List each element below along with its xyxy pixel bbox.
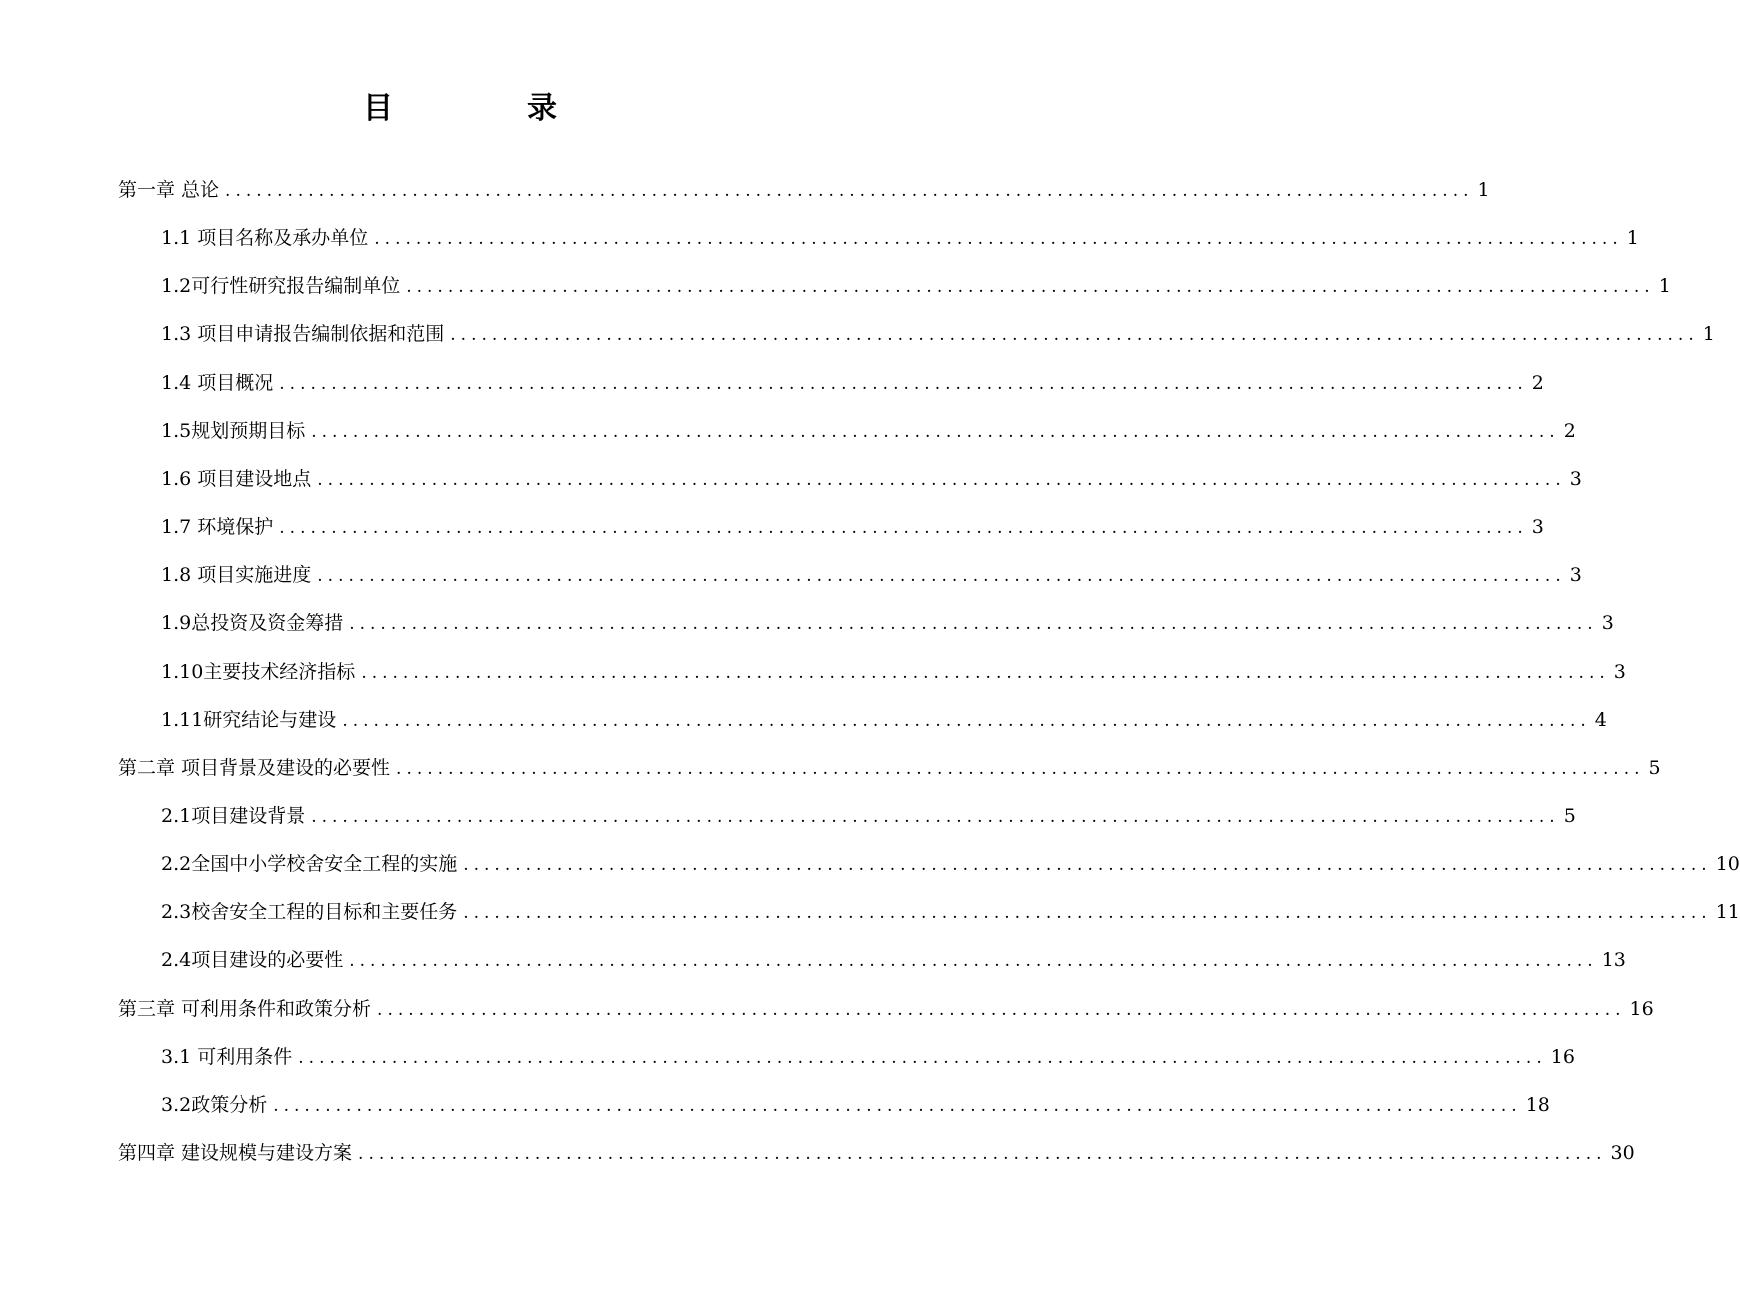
toc-entry-page-number: 16 [1550,1045,1575,1068]
toc-entry-label: 第四章 建设规模与建设方案 [118,1142,353,1164]
dot-leader: ........................................................................................................................ [317,566,1566,587]
toc-entry[interactable] [161,792,1576,840]
toc-entry-page-number: 11 [1715,901,1740,924]
toc-entry[interactable] [161,455,1582,503]
dot-leader: ........................................................................................................................ [311,806,1560,827]
toc-entry-page-number: 16 [1629,997,1654,1020]
toc-entry-label: 2.1项目建设背景 [161,804,306,827]
toc-entry-label: 1.6 项目建设地点 [161,467,312,490]
toc-entry-page-number: 5 [1648,756,1661,779]
toc-entry-page-number: 5 [1563,804,1576,827]
toc-entry-label: 1.9总投资及资金筹措 [161,612,344,635]
toc-entry-page-number: 13 [1601,949,1626,972]
toc-entry-label: 3.2政策分析 [161,1093,268,1116]
toc-entry-page-number: 1 [1626,227,1639,250]
toc-entry-label: 3.1 可利用条件 [161,1045,293,1068]
page-title: 目 录 [363,91,609,126]
toc-entry-page-number: 3 [1569,467,1582,490]
toc-entry[interactable] [118,1129,1635,1177]
toc-entry[interactable] [161,310,1715,358]
toc-entry[interactable] [161,214,1639,262]
toc-entry[interactable] [118,744,1661,792]
dot-leader: ........................................................................................................................ [358,1144,1607,1164]
toc-entry[interactable] [161,1081,1550,1129]
dot-leader: ........................................................................................................................ [298,1047,1547,1068]
toc-entry-label: 1.2可行性研究报告编制单位 [161,275,401,298]
toc-entry-label: 1.8 项目实施进度 [161,564,312,587]
dot-leader: ........................................................................................................................ [377,999,1626,1020]
toc-entry-label: 1.11研究结论与建设 [161,708,337,731]
toc-entry-label: 2.4项目建设的必要性 [161,949,344,972]
dot-leader: ........................................................................................................................ [349,614,1598,635]
toc-entry-label: 2.3校舍安全工程的目标和主要任务 [161,901,458,924]
toc-entry[interactable] [161,551,1582,599]
dot-leader: ........................................................................................................................ [450,325,1699,346]
toc-entry-label: 第二章 项目背景及建设的必要性 [118,756,391,779]
toc-entry-page-number: 30 [1610,1142,1635,1164]
toc-entry[interactable] [118,985,1654,1033]
toc-entry[interactable] [161,888,1740,936]
toc-entry[interactable] [161,262,1671,310]
toc-entry[interactable] [161,936,1626,984]
dot-leader: ........................................................................................................................ [317,469,1566,490]
toc-entry-page-number: 2 [1531,371,1544,394]
toc-entry-page-number: 3 [1569,564,1582,587]
dot-leader: ........................................................................................................................ [349,951,1598,972]
toc-entry-page-number: 1 [1477,179,1490,201]
toc-entry-page-number: 1 [1702,323,1715,346]
toc-entry-page-number: 3 [1601,612,1614,635]
dot-leader: ........................................................................................................................ [361,662,1610,683]
toc-entry-page-number: 10 [1715,853,1740,876]
toc-entry-page-number: 3 [1613,660,1626,683]
dot-leader: ........................................................................................................................ [406,277,1655,298]
dot-leader: ........................................................................................................................ [279,518,1528,539]
toc-entry-label: 2.2全国中小学校舍安全工程的实施 [161,853,458,876]
toc-entry-page-number: 18 [1525,1093,1550,1116]
toc-entry-label: 1.3 项目申请报告编制依据和范围 [161,323,445,346]
toc-entry[interactable] [118,166,1490,214]
toc-entry-label: 1.1 项目名称及承办单位 [161,227,369,250]
toc-entry[interactable] [161,696,1607,744]
dot-leader: ........................................................................................................................ [374,229,1623,250]
toc-entry[interactable] [161,503,1544,551]
dot-leader: ........................................................................................................................ [273,1095,1522,1116]
dot-leader: ........................................................................................................................ [396,758,1645,779]
dot-leader: ........................................................................................................................ [463,903,1712,924]
toc-entry[interactable] [161,648,1626,696]
toc-entry-page-number: 3 [1531,516,1544,539]
toc-entry-label: 1.7 环境保护 [161,516,274,539]
toc-entry[interactable] [161,840,1740,888]
toc-entry-page-number: 2 [1563,419,1576,442]
dot-leader: ........................................................................................................................ [225,181,1474,201]
dot-leader: ........................................................................................................................ [342,710,1591,731]
toc-entry-label: 第一章 总论 [118,179,220,201]
toc-entry-page-number: 1 [1658,275,1671,298]
toc-entry-label: 1.4 项目概况 [161,371,274,394]
toc-entry-label: 1.5规划预期目标 [161,419,306,442]
toc-entry[interactable] [161,599,1614,647]
dot-leader: ........................................................................................................................ [279,373,1528,394]
toc-entry-label: 第三章 可利用条件和政策分析 [118,997,372,1020]
toc-entry-page-number: 4 [1594,708,1607,731]
dot-leader: ........................................................................................................................ [463,855,1712,876]
toc-entry[interactable] [161,359,1544,407]
dot-leader: ........................................................................................................................ [311,421,1560,442]
toc-entry[interactable] [161,1033,1575,1081]
toc-entry-label: 1.10主要技术经济指标 [161,660,356,683]
toc-entry[interactable] [161,407,1576,455]
